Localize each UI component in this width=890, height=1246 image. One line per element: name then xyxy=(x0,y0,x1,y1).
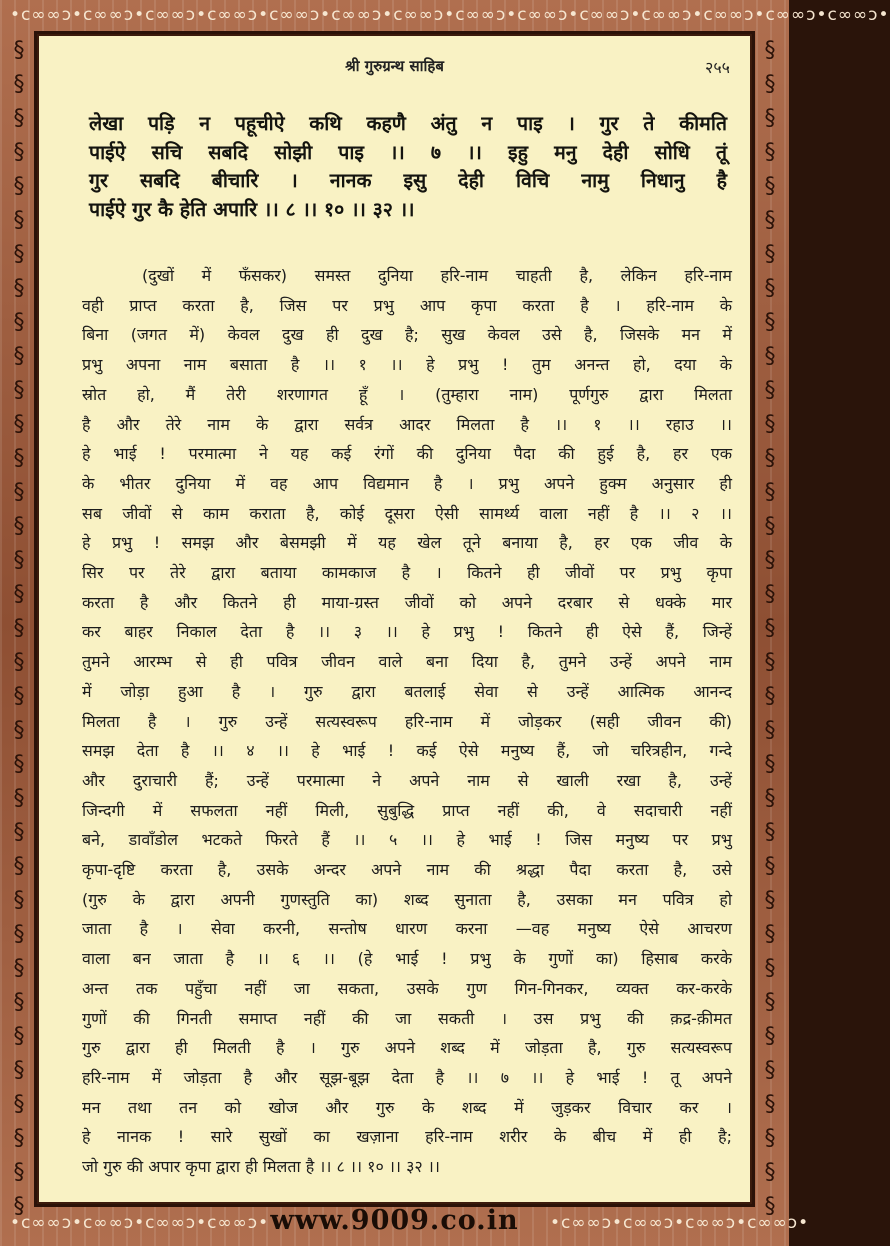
translation-line: कृपा-दृष्टि करता है, उसके अन्दर अपने नाम की श्रद्धा पैदा करता है, उसे xyxy=(82,860,732,880)
translation-line: जो गुरु की अपार कृपा द्वारा ही मिलता है ।। ८ ।। १० ।। ३२ ।। xyxy=(82,1157,440,1177)
translation-line: बने, डावाँडोल भटकते फिरते हैं ।। ५ ।। हे भाई ! जिस मनुष्य पर प्रभु xyxy=(82,830,732,850)
translation-line: गुरु द्वारा ही मिलती है । गुरु अपने शब्द में जोड़ता है, गुरु सत्यस्वरूप xyxy=(82,1038,732,1058)
translation-line: बिना (जगत में) केवल दुख ही दुख है; सुख केवल उसे है, जिसके मन में xyxy=(82,325,732,345)
translation-line: है और तेरे नाम के द्वारा सर्वत्र आदर मिलता है ।। १ ।। रहाउ ।। xyxy=(82,414,732,434)
verse-line: पाईऐ सचि सबदि सोझी पाइ ।। ७ ।। इहु मनु देही सोधि तूं xyxy=(89,140,727,164)
translation-line: समझ देता है ।। ४ ।। हे भाई ! कई ऐसे मनुष्य हैं, जो चरित्रहीन, गन्दे xyxy=(82,741,732,761)
translation-line: हे भाई ! परमात्मा ने यह कई रंगों की दुनिया पैदा की हुई है, हर एक xyxy=(82,444,732,464)
translation-line: करता है और कितने ही माया-ग्रस्त जीवों को अपने दरबार से धक्के मार xyxy=(82,592,732,612)
website-link[interactable]: www.9009.co.in xyxy=(270,1205,519,1236)
translation-block xyxy=(82,261,732,1182)
translation-line: मिलता है । गुरु उन्हें सत्यस्वरूप हरि-नाम में जोड़कर (सही जीवन की) xyxy=(82,711,732,731)
translation-line: गुणों की गिनती समाप्त नहीं की जा सकती । उस प्रभु की क़द्र-क़ीमत xyxy=(82,1008,732,1028)
page-header xyxy=(37,56,752,80)
translation-line: सिर पर तेरे द्वारा बताया कामकाज है । कितने ही जीवों पर प्रभु कृपा xyxy=(82,563,732,583)
translation-line: और दुराचारी हैं; उन्हें परमात्मा ने अपने नाम से खाली रखा है, उन्हें xyxy=(82,770,732,790)
translation-line: के भीतर दुनिया में वह आप विद्यमान है । प्रभु अपने हुक्म अनुसार ही xyxy=(82,473,732,493)
verse-line: गुर सबदि बीचारि । नानक इसु देही विचि नामु निधानु है xyxy=(89,169,727,192)
translation-line: अन्त तक पहुँचा नहीं जा सकता, उसके गुण गिन-गिनकर, व्यक्त कर-करके xyxy=(82,978,732,998)
left-border-ornament: § § § § § § § § § § § § § § § § § § § § § § § § § § § § § § § § § § § xyxy=(13,38,25,1219)
bottom-left-ornament: •c∞∞ɔ•c∞∞ɔ•c∞∞ɔ•c∞∞ɔ• xyxy=(10,1213,270,1233)
translation-line: सब जीवों से काम कराता है, कोई दूसरा ऐसी सामर्थ्य वाला नहीं है ।। २ ।। xyxy=(82,503,732,523)
translation-line: हे नानक ! सारे सुखों का खज़ाना हरि-नाम शरीर के बीच में ही है; xyxy=(82,1127,732,1147)
translation-line: प्रभु अपना नाम बसाता है ।। १ ।। हे प्रभु ! तुम अनन्त हो, दया के xyxy=(82,355,732,375)
top-border-ornament: •c∞∞ɔ•c∞∞ɔ•c∞∞ɔ•c∞∞ɔ•c∞∞ɔ•c∞∞ɔ•c∞∞ɔ•c∞∞ɔ•c∞∞ɔ•c∞∞ɔ•c∞∞ɔ•c∞∞ɔ•c∞∞ɔ•c∞∞ɔ• xyxy=(10,5,890,25)
translation-line: मन तथा तन को खोज और गुरु के शब्द में जुड़कर विचार कर । xyxy=(82,1097,732,1117)
translation-line: (दुखों में फँसकर) समस्त दुनिया हरि-नाम चाहती है, लेकिन हरि-नाम xyxy=(142,266,732,285)
translation-line: (गुरु के द्वारा अपनी गुणस्तुति का) शब्द सुनाता है, उसका मन पवित्र हो xyxy=(82,889,732,909)
verse-line: पाईऐ गुर कै हेति अपारि ।। ८ ।। १० ।। ३२ ।। xyxy=(89,197,415,221)
right-border-ornament: § § § § § § § § § § § § § § § § § § § § § § § § § § § § § § § § § § § xyxy=(764,38,776,1219)
translation-line: तुमने आरम्भ से ही पवित्र जीवन वाले बना दिया है, तुमने उन्हें अपने नाम xyxy=(82,652,732,672)
verse-block xyxy=(89,110,727,224)
scripture-page xyxy=(37,34,752,1204)
translation-line: जाता है । सेवा करनी, सन्तोष धारण करना —वह मनुष्य ऐसे आचरण xyxy=(82,919,732,939)
translation-line: में जोड़ा हुआ है । गुरु द्वारा बतलाई सेवा से उन्हें आत्मिक आनन्द xyxy=(82,681,732,701)
translation-line: वही प्राप्त करता है, जिस पर प्रभु आप कृपा करता है । हरि-नाम के xyxy=(82,295,732,315)
translation-line: स्रोत हो, मैं तेरी शरणागत हूँ । (तुम्हारा नाम) पूर्णगुरु द्वारा मिलता xyxy=(82,384,732,404)
translation-line: हरि-नाम में जोड़ता है और सूझ-बूझ देता है ।। ७ ।। हे भाई ! तू अपने xyxy=(82,1067,732,1087)
translation-line: हे प्रभु ! समझ और बेसमझी में यह खेल तूने बनाया है, हर एक जीव के xyxy=(82,533,732,553)
page-number: २५५ xyxy=(705,58,730,77)
page-title: श्री गुरुग्रन्थ साहिब xyxy=(345,57,444,75)
translation-line: वाला बन जाता है ।। ६ ।। (हे भाई ! प्रभु के गुणों का) हिसाब करके xyxy=(82,949,732,969)
translation-line: कर बाहर निकाल देता है ।। ३ ।। हे प्रभु ! कितने ही ऐसे हैं, जिन्हें xyxy=(82,622,732,642)
verse-line: लेखा पड़ि न पहूचीऐ कथि कहणै अंतु न पाइ । गुर ते कीमति xyxy=(89,112,727,135)
translation-line: जिन्दगी में सफलता नहीं मिली, सुबुद्धि प्राप्त नहीं की, वे सदाचारी नहीं xyxy=(82,800,732,820)
bottom-right-ornament: •c∞∞ɔ•c∞∞ɔ•c∞∞ɔ•c∞∞ɔ• xyxy=(550,1213,810,1233)
